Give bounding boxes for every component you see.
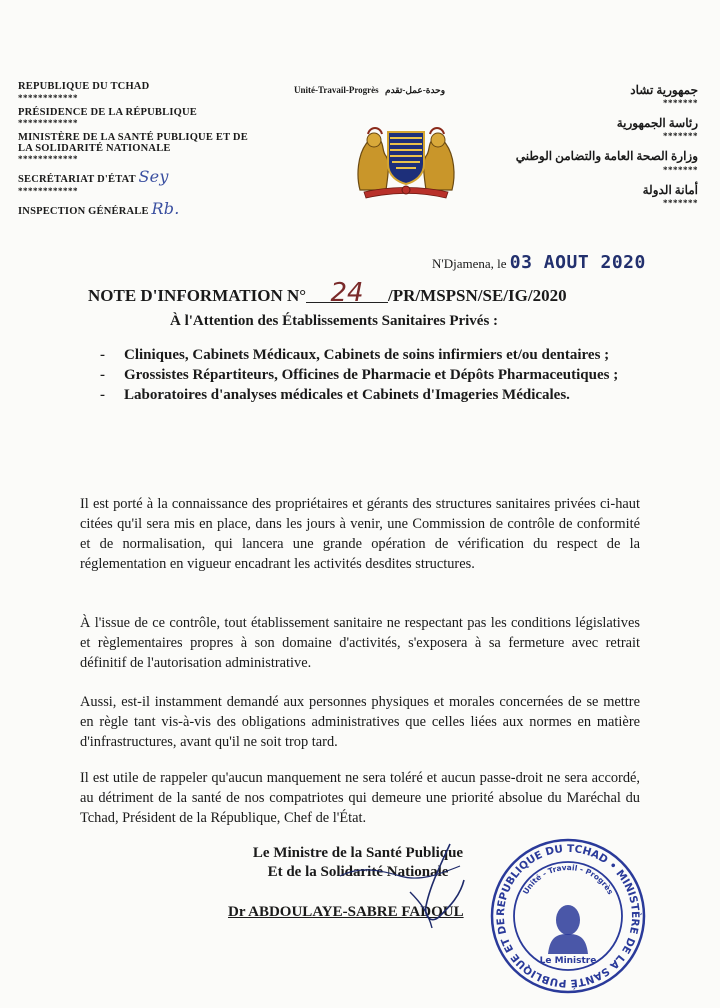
body-paragraph-1: Il est porté à la connaissance des propriétaires et gérants des structures sanitaires privées ci-haut citées qu'il sera mis en place, dans les jours à venir, une Commission de contrôle de conformité et de normalisation, qui lancera une grande opération de vérification du respect de la réglementation en vigueur encadrant les activités desdites structures. xyxy=(80,496,640,572)
header-ministry-ar: وزارة الصحة العامة والتضامن الوطني xyxy=(515,149,698,164)
header-republic: REPUBLIQUE DU TCHAD xyxy=(18,81,150,92)
header-republic-ar: جمهورية تشاد xyxy=(630,83,698,97)
header-stars: ************ xyxy=(18,92,78,103)
inspection-initials: Rb. xyxy=(151,198,180,218)
recipients-list xyxy=(100,346,620,406)
national-motto-arabic: وحدة-عمل-تقدم xyxy=(385,85,446,95)
list-item: - Laboratoires d'analyses médicales et Cabinets d'Imageries Médicales. xyxy=(100,386,620,405)
note-title-suffix: /PR/MSPSN/SE/IG/2020 xyxy=(388,286,567,305)
header-stars: ************ xyxy=(18,154,78,164)
body-paragraph-3: Aussi, est-il instamment demandé aux personnes physiques et morales concernées de se mettre en règle tant vis-à-vis des obligations administratives que celles liées aux normes en matière d'infrastructures, avant qu'il ne soit trop tard. xyxy=(80,694,640,750)
header-stars: ************ xyxy=(18,185,78,196)
signatory-name: Dr ABDOULAYE-SABRE FADOUL xyxy=(228,904,464,920)
date-stamp: 03 AOUT 2020 xyxy=(509,252,646,273)
official-stamp xyxy=(488,836,648,996)
header-right-arabic xyxy=(468,84,698,217)
handwritten-signature xyxy=(300,836,500,936)
note-title-prefix: NOTE D'INFORMATION N° xyxy=(88,286,307,305)
header-stars: ******* xyxy=(663,164,698,175)
header-left xyxy=(18,82,298,217)
secretariat-initials: Sey xyxy=(138,167,169,186)
note-attention: À l'Attention des Établissements Sanitaires Privés : xyxy=(170,313,499,329)
header-secretariat: SECRÉTARIAT D'ÉTAT Sey xyxy=(18,167,169,186)
note-title xyxy=(88,278,567,308)
header-inspection: INSPECTION GÉNÉRALE Rb. xyxy=(18,198,180,218)
signatory-line-1: Le Ministre de la Santé Publique xyxy=(252,845,464,861)
list-item: - Grossistes Répartiteurs, Officines de Pharmacie et Dépôts Pharmaceutiques ; xyxy=(100,366,620,385)
date-line xyxy=(432,252,646,273)
header-stars: ******* xyxy=(663,197,698,208)
date-prefix: N'Djamena, le xyxy=(432,256,507,271)
header-stars: ******* xyxy=(663,131,698,142)
header-presidency: PRÉSIDENCE DE LA RÉPUBLIQUE xyxy=(18,106,197,118)
body-paragraph-2: À l'issue de ce contrôle, tout établissement sanitaire ne respectant pas les conditions législatives et règlementaires propres à son domaine d'activités, s'exposera à sa fermeture avec retrait définitif de l'autorisation administrative. xyxy=(80,615,640,671)
header-presidency-ar: رئاسة الجمهورية xyxy=(616,116,698,131)
stamp-motto: Unité - Travail - Progrès xyxy=(521,862,616,896)
body-paragraph-4: Il est utile de rappeler qu'aucun manquement ne sera toléré et aucun passe-droit ne sera accordé, au détriment de la santé de nos compatriotes qui demeure une priorité absolue du Maréchal du Tchad, Président de la République, Chef de l'État. xyxy=(80,770,640,826)
header-stars: ************ xyxy=(18,118,78,128)
stamp-seal xyxy=(488,836,648,996)
header-ministry: MINISTÈRE DE LA SANTÉ PUBLIQUE ET DE xyxy=(18,132,248,143)
list-item: - Cliniques, Cabinets Médicaux, Cabinets de soins infirmiers et/ou dentaires ; xyxy=(100,346,620,365)
coat-of-arms-emblem xyxy=(350,120,462,200)
stamp-center-text: Le Ministre xyxy=(539,956,597,966)
national-motto: Unité-Travail-Progrès xyxy=(294,85,379,95)
stamp-ring-text: REPUBLIQUE DU TCHAD • MINISTÈRE DE LA SANTÉ PUBLIQUE ET DE xyxy=(494,842,642,990)
header-secretariat-ar: أمانة الدولة xyxy=(642,182,698,197)
note-number: 24 xyxy=(306,284,388,303)
signatory-line-2: Et de la Solidarité Nationale xyxy=(267,864,449,880)
header-ministry-2: LA SOLIDARITÉ NATIONALE xyxy=(18,142,171,154)
header-stars: ******* xyxy=(663,98,698,109)
